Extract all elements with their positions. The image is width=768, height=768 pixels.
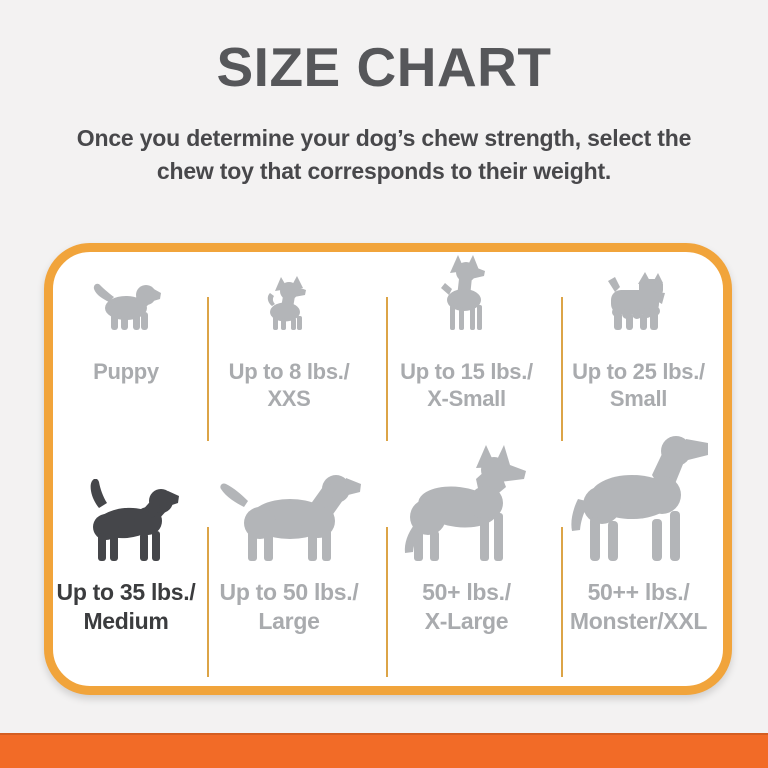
- size-name-label: X-Small: [427, 386, 506, 411]
- size-cell-large: [199, 437, 379, 686]
- page-subtitle: [0, 122, 768, 188]
- size-weight-label: 50++ lbs./: [587, 579, 690, 605]
- puppy-dog-icon: [91, 280, 161, 330]
- size-name-label: Small: [609, 386, 668, 411]
- icon-box: [568, 437, 710, 561]
- icon-box: [264, 252, 314, 330]
- monster-dog-icon: [568, 431, 710, 561]
- small-dog-icon: [607, 272, 670, 330]
- size-cell-medium: [53, 437, 199, 686]
- size-weight-label: 50+ lbs./: [422, 579, 511, 605]
- icon-box: [398, 437, 535, 561]
- size-name-label: XXS: [267, 386, 311, 411]
- size-name-label: X-Large: [424, 608, 509, 634]
- size-cell-xsmall: [379, 252, 554, 437]
- bottom-accent-bar: [0, 733, 768, 768]
- size-cell-monster: [554, 437, 723, 686]
- xsmall-dog-icon: [439, 255, 494, 330]
- size-chart-panel: [44, 243, 732, 695]
- icon-box: [91, 252, 161, 330]
- size-weight-label: Up to 25 lbs./: [572, 359, 705, 384]
- medium-dog-icon: [74, 479, 179, 561]
- size-weight-label: Up to 8 lbs./: [228, 359, 350, 384]
- size-weight-label: Puppy: [93, 359, 159, 384]
- size-weight-label: Up to 35 lbs./: [56, 579, 196, 605]
- icon-box: [218, 437, 361, 561]
- size-grid: [53, 252, 723, 686]
- subtitle-line-1: Once you determine your dog’s chew strength, select the: [76, 125, 692, 151]
- icon-box: [439, 252, 494, 330]
- icon-box: [74, 437, 179, 561]
- size-weight-label: Up to 15 lbs./: [400, 359, 533, 384]
- icon-box: [607, 252, 670, 330]
- size-name-label: Large: [258, 608, 320, 634]
- large-dog-icon: [218, 465, 361, 561]
- subtitle-line-2: chew toy that corresponds to their weight.: [156, 158, 612, 184]
- size-cell-xxs: [199, 252, 379, 437]
- size-cell-xlarge: [379, 437, 554, 686]
- size-cell-puppy: [53, 252, 199, 437]
- size-cell-small: [554, 252, 723, 437]
- size-name-label: Monster/XXL: [569, 608, 708, 634]
- size-weight-label: Up to 50 lbs./: [219, 579, 359, 605]
- size-name-label: Medium: [83, 608, 169, 634]
- page-title: SIZE CHART: [216, 36, 552, 98]
- chihuahua-dog-icon: [264, 276, 314, 330]
- xlarge-dog-icon: [398, 445, 535, 561]
